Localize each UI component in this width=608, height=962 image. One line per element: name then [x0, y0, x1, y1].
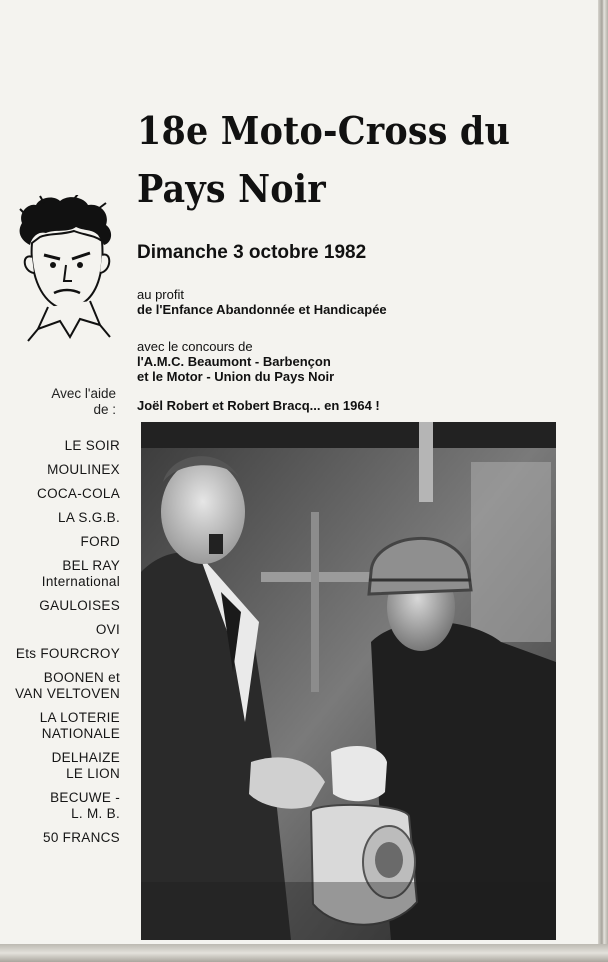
sponsor-item: [0, 622, 120, 638]
sponsor-name: BEL RAY: [62, 558, 120, 573]
sponsor-name: 50 FRANCS: [43, 830, 120, 845]
sponsor-name: LA S.G.B.: [58, 510, 120, 525]
sponsors-heading-line-1: Avec l'aide: [51, 386, 116, 401]
concours-org-1: l'A.M.C. Beaumont - Barbençon: [137, 354, 331, 369]
sponsor-name-line-2: VAN VELTOVEN: [15, 686, 120, 701]
sponsor-name: BOONEN et: [43, 670, 120, 685]
sponsor-name: GAULOISES: [39, 598, 120, 613]
title-line-2: Pays Noir: [137, 166, 326, 211]
sponsor-item: [0, 558, 120, 590]
sponsor-name-line-2: NATIONALE: [41, 726, 120, 741]
sponsor-item: [0, 830, 120, 846]
sponsor-name-line-2: International: [41, 574, 120, 589]
sponsor-item: [0, 462, 120, 478]
title-line-1: 18e Moto-Cross du: [137, 108, 511, 153]
sponsor-item: [0, 710, 120, 742]
concours-prefix: avec le concours de: [137, 339, 253, 354]
photo-caption: Joël Robert et Robert Bracq... en 1964 !: [137, 398, 380, 413]
sponsors-heading-line-2: de :: [93, 402, 116, 417]
sponsor-list: [0, 438, 120, 854]
sponsor-item: [0, 670, 120, 702]
event-date: Dimanche 3 octobre 1982: [137, 242, 367, 263]
sponsor-name: LE SOIR: [64, 438, 120, 453]
sponsor-item: [0, 790, 120, 822]
sponsor-name: Ets FOURCROY: [15, 646, 120, 661]
sponsor-name: DELHAIZE: [51, 750, 120, 765]
sponsor-item: [0, 534, 120, 550]
sponsor-item: [0, 486, 120, 502]
sponsor-item: [0, 750, 120, 782]
sponsor-name-line-2: L. M. B.: [71, 806, 120, 821]
page-edge: [598, 0, 608, 962]
sponsor-name: BECUWE -: [50, 790, 120, 805]
concours-block: [137, 339, 334, 384]
sponsor-item: [0, 598, 120, 614]
sponsor-name: COCA-COLA: [37, 486, 120, 501]
profit-block: [137, 287, 387, 317]
page-title: [137, 102, 523, 218]
sponsor-item: [0, 646, 120, 662]
sponsors-heading: [0, 386, 116, 418]
profit-beneficiary: de l'Enfance Abandonnée et Handicapée: [137, 302, 387, 317]
sponsor-name: OVI: [95, 622, 120, 637]
profit-prefix: au profit: [137, 287, 184, 302]
page-bottom-edge: [0, 944, 608, 962]
sponsor-name: MOULINEX: [47, 462, 120, 477]
sponsor-name: LA LOTERIE: [39, 710, 120, 725]
black-and-white-photo: [141, 422, 556, 940]
concours-org-2: et le Motor - Union du Pays Noir: [137, 369, 335, 384]
sponsor-item: [0, 510, 120, 526]
sponsor-name: FORD: [80, 534, 120, 549]
child-caricature-icon: [14, 195, 118, 345]
sponsor-item: [0, 438, 120, 454]
sponsor-name-line-2: LE LION: [66, 766, 120, 781]
